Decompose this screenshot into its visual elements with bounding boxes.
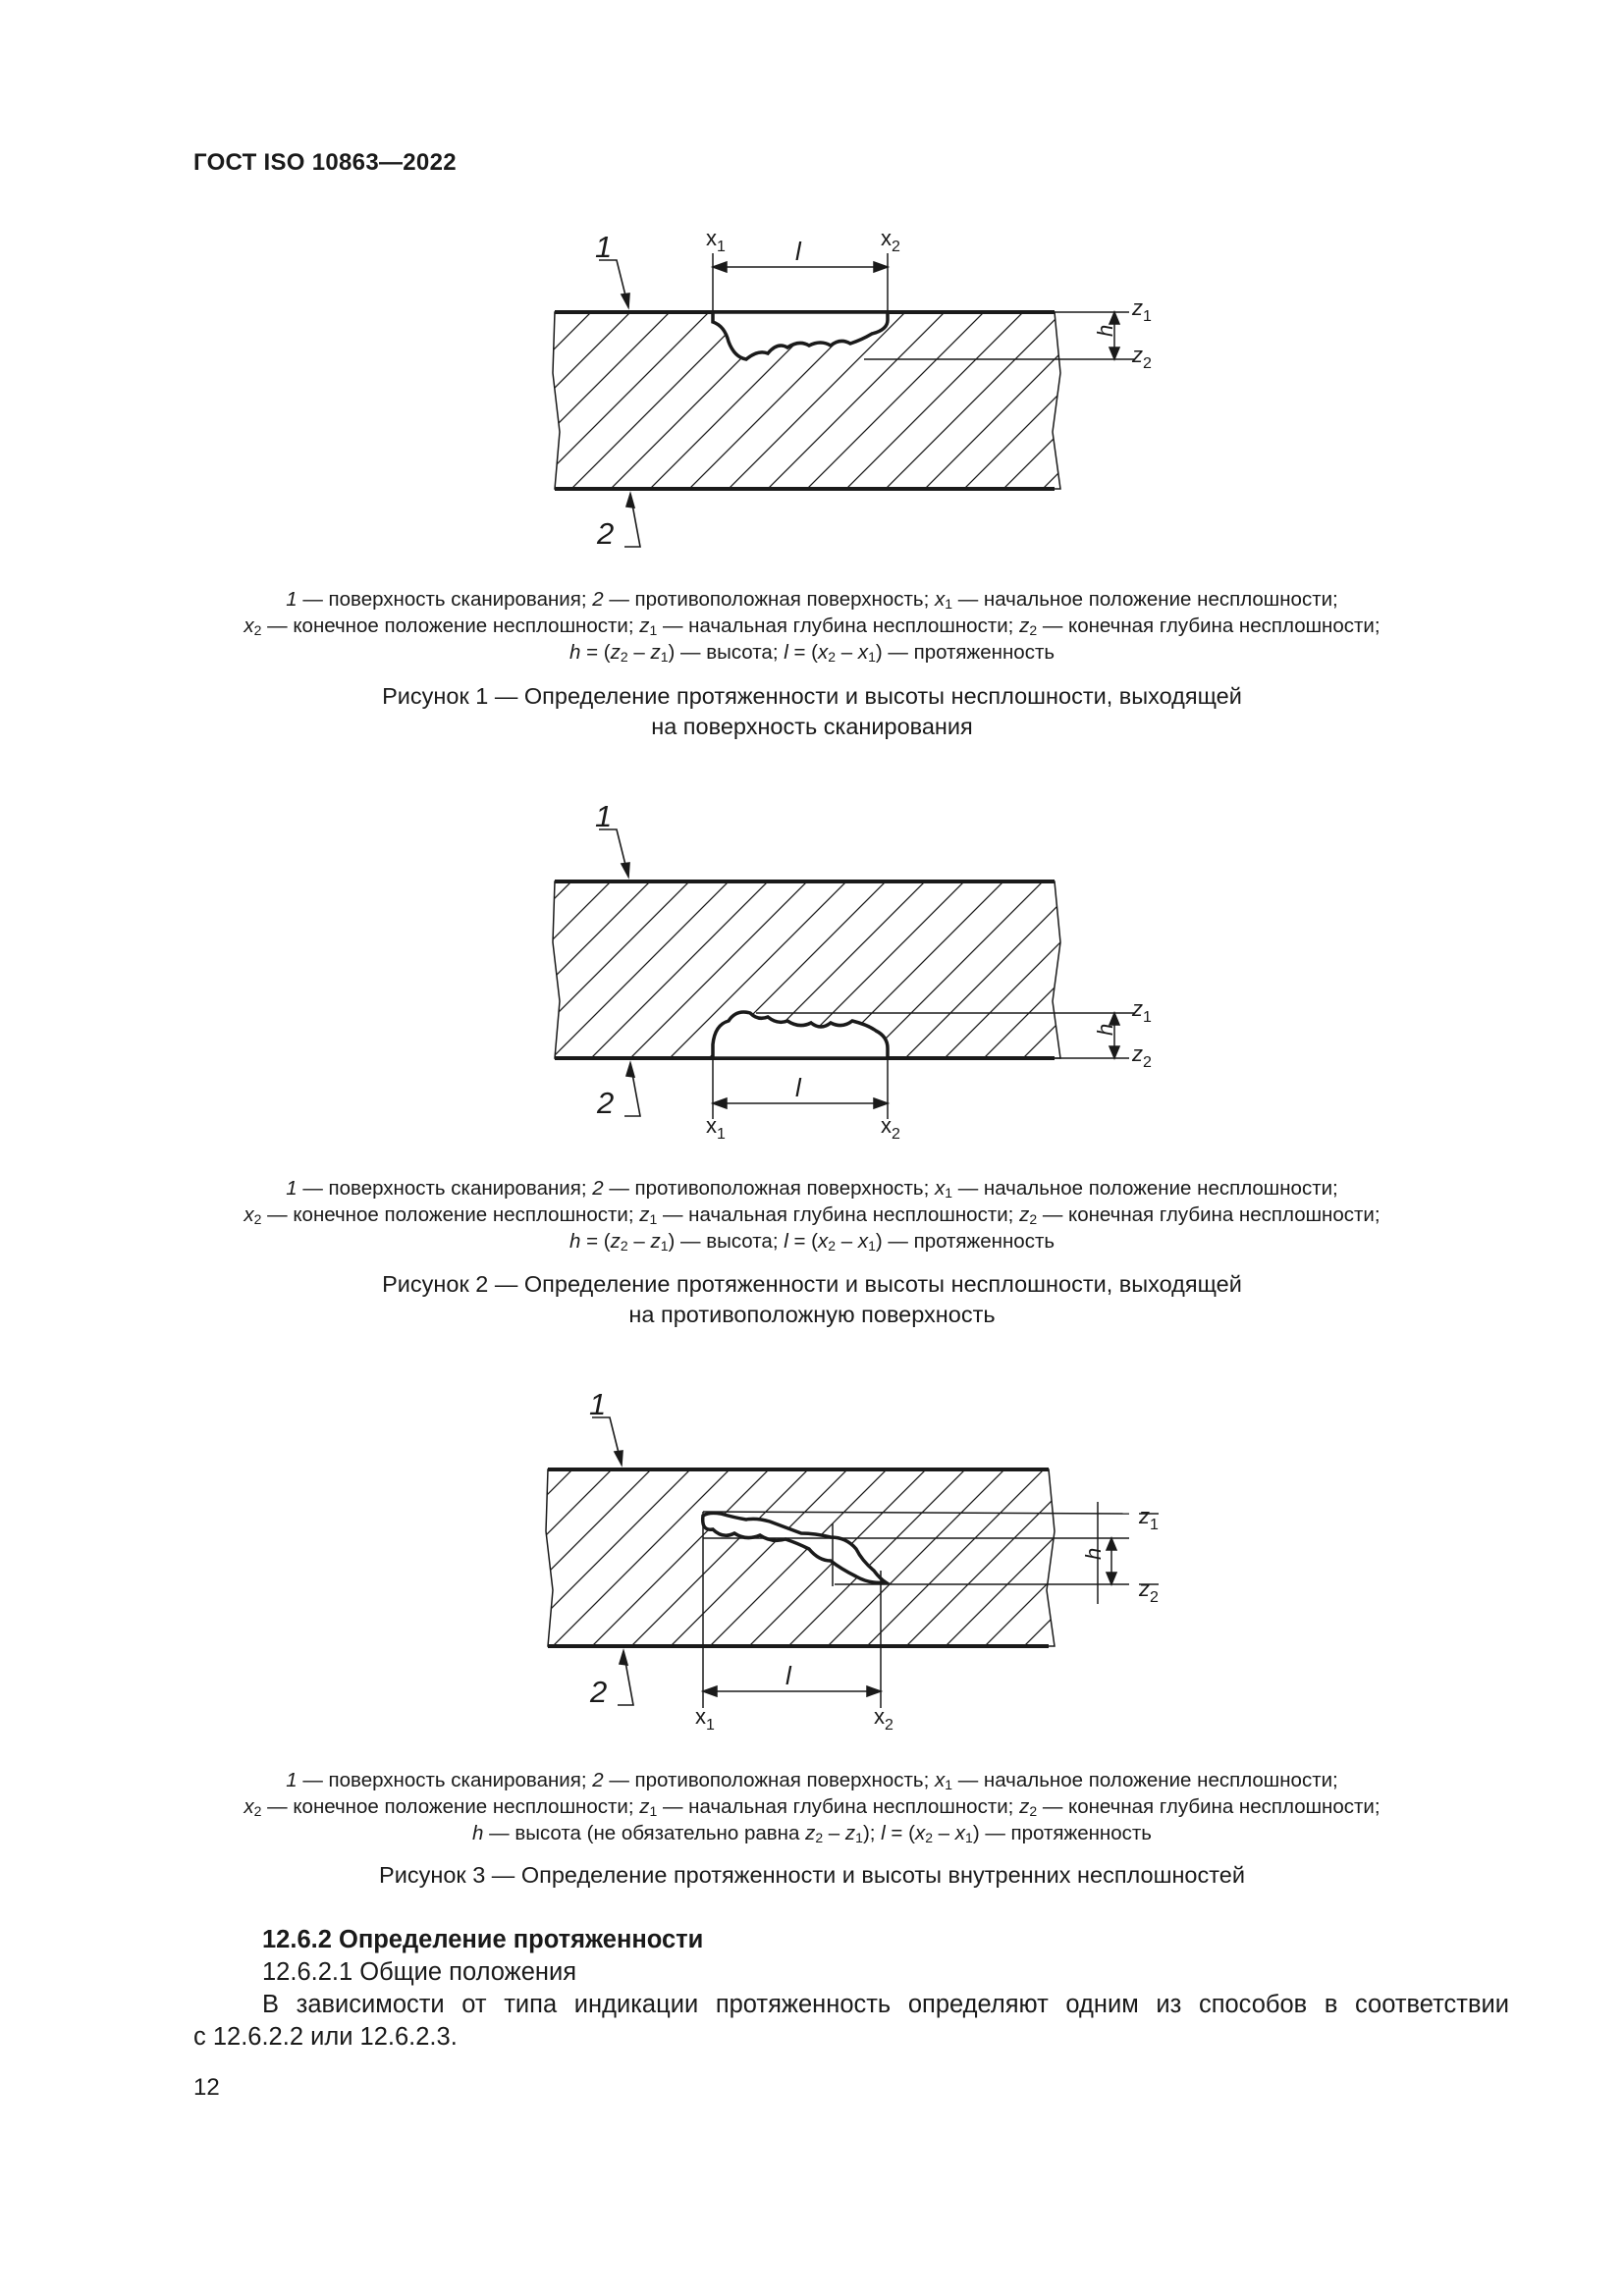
label-z1: $z_1$ xyxy=(1139,1504,1159,1533)
label-h: h xyxy=(1081,1547,1106,1560)
label-z2: $z_2$ xyxy=(1139,1576,1159,1606)
label-1: 1 xyxy=(589,1387,607,1421)
figure-2-legend: 1 — поверхность сканирования; 2 — противоположная поверхность; $x_1$ — начальное положение несплошности; $x_2$ — конечное положение несплошности; $z_1$ — начальная глубина несплошности; $z_2$ — конечная глубина несплошности; $h = (z_2 - z_1)$ — высота; $l = (x_2 - x_1)$ — протяженность xyxy=(244,1177,1380,1254)
page-number: 12 xyxy=(193,2074,220,2101)
label-x1: $x_1$ xyxy=(695,1704,715,1734)
label-h: h xyxy=(1093,324,1117,337)
section-heading: 12.6.2 Определение протяженности xyxy=(262,1926,704,1953)
label-h: h xyxy=(1093,1023,1117,1036)
figure-1-caption: Рисунок 1 — Определение протяженности и высоты несплошности, выходящей на поверхность сканирования xyxy=(382,683,1242,739)
label-x2: $x_2$ xyxy=(874,1704,893,1734)
figure-3-legend: 1 — поверхность сканирования; 2 — противоположная поверхность; $x_1$ — начальное положение несплошности; $x_2$ — конечное положение несплошности; $z_1$ — начальная глубина несплошности; $z_2$ — конечная глубина несплошности; h — высота (не обязательно равна $z_2 - z_1$); $l = (x_2 - x_1)$ — протяженность xyxy=(244,1769,1380,1845)
paragraph-line-2: с 12.6.2.2 или 12.6.2.3. xyxy=(193,2023,458,2051)
label-z1: $z_1$ xyxy=(1132,996,1152,1026)
label-2: 2 xyxy=(597,516,615,551)
document-header: ГОСТ ISO 10863—2022 xyxy=(193,149,457,176)
label-z2: $z_2$ xyxy=(1132,1041,1152,1071)
figure-2-caption: Рисунок 2 — Определение протяженности и высоты несплошности, выходящей на противоположную поверхность xyxy=(382,1271,1242,1327)
figure-1-legend: 1 — поверхность сканирования; 2 — противоположная поверхность; $x_1$ — начальное положение несплошности; $x_2$ — конечное положение несплошности; $z_1$ — начальная глубина несплошности; $z_2$ — конечная глубина несплошности; $h = (z_2 - z_1)$ — высота; $l = (x_2 - x_1)$ — протяженность xyxy=(244,588,1380,665)
label-l: l xyxy=(785,1661,791,1690)
label-1: 1 xyxy=(595,799,613,833)
figure-3-caption: Рисунок 3 — Определение протяженности и высоты внутренних несплошностей xyxy=(379,1862,1245,1888)
label-z2: $z_2$ xyxy=(1132,343,1152,372)
figure-2-diagram xyxy=(0,785,1624,1158)
section-12-6-2 xyxy=(193,1924,1509,2054)
paragraph-line-1: В зависимости от типа индикации протяженность определяют одним из способов в соответствии xyxy=(262,1991,1509,2018)
label-z1: $z_1$ xyxy=(1132,295,1152,325)
label-x1: $x_1$ xyxy=(706,1113,726,1143)
label-l: l xyxy=(795,1073,801,1102)
label-x2: $x_2$ xyxy=(881,226,900,255)
label-l: l xyxy=(795,237,801,266)
specimen-block xyxy=(546,1469,1055,1646)
label-x2: $x_2$ xyxy=(881,1113,900,1143)
label-x1: $x_1$ xyxy=(706,226,726,255)
figure-3-diagram xyxy=(0,1374,1624,1747)
label-1: 1 xyxy=(595,230,613,264)
figure-1-diagram xyxy=(0,216,1624,569)
label-2: 2 xyxy=(597,1086,615,1120)
section-subheading: 12.6.2.1 Общие положения xyxy=(262,1958,577,1986)
label-2: 2 xyxy=(590,1675,608,1709)
